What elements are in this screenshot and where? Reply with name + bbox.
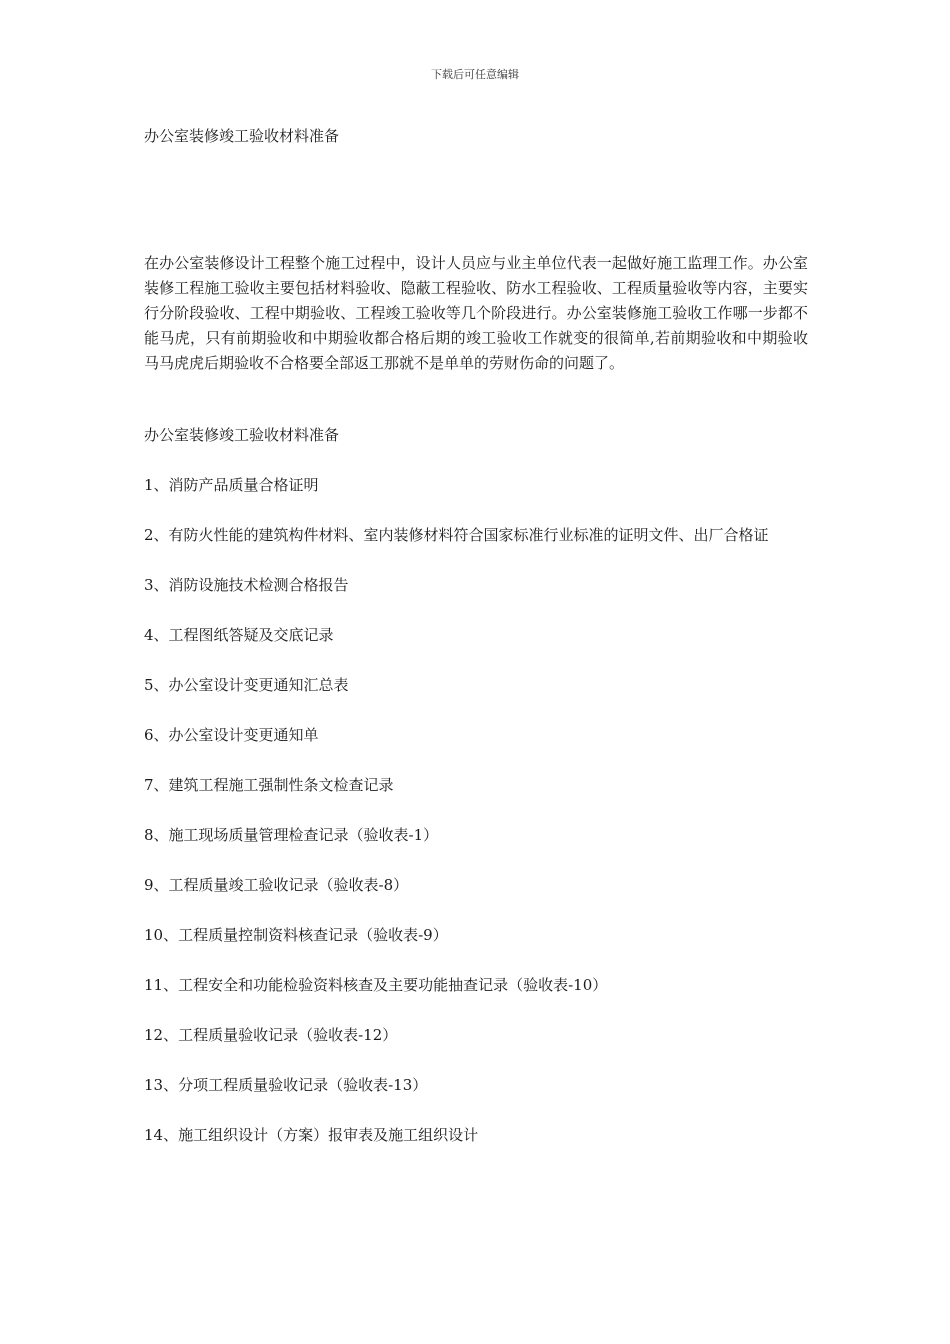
- list-item: 7、建筑工程施工强制性条文检查记录: [144, 776, 394, 794]
- list-item: 13、分项工程质量验收记录（验收表-13）: [144, 1076, 428, 1094]
- section-title: 办公室装修竣工验收材料准备: [144, 426, 340, 444]
- page-header: 下载后可任意编辑: [431, 68, 519, 81]
- intro-paragraph: 在办公室装修设计工程整个施工过程中，设计人员应与业主单位代表一起做好施工监理工作。办公室装修工程施工验收主要包括材料验收、隐蔽工程验收、防水工程验收、工程质量验收等内容，主要实行分阶段验收、工程中期验收、工程竣工验收等几个阶段进行。办公室装修施工验收工作哪一步都不能马虎，只有前期验收和中期验收都合格后期的竣工验收工作就变的很简单,若前期验收和中期验收马马虎虎后期验收不合格要全部返工那就不是单单的劳财伤命的问题了。: [144, 254, 808, 372]
- list-item: 10、工程质量控制资料核查记录（验收表-9）: [144, 926, 448, 944]
- list-item: 4、工程图纸答疑及交底记录: [144, 626, 334, 644]
- list-item: 9、工程质量竣工验收记录（验收表-8）: [144, 876, 409, 894]
- list-item: 12、工程质量验收记录（验收表-12）: [144, 1026, 398, 1044]
- list-item: 3、消防设施技术检测合格报告: [144, 576, 349, 594]
- list-item: 1、消防产品质量合格证明: [144, 476, 319, 494]
- materials-list: [144, 473, 808, 1148]
- document-title: 办公室装修竣工验收材料准备: [144, 127, 340, 145]
- list-item: 5、办公室设计变更通知汇总表: [144, 676, 349, 694]
- document-body: [144, 124, 808, 1148]
- list-item: 6、办公室设计变更通知单: [144, 726, 319, 744]
- list-item: 14、施工组织设计（方案）报审表及施工组织设计: [144, 1126, 479, 1144]
- list-item: 8、施工现场质量管理检查记录（验收表-1）: [144, 826, 439, 844]
- list-item: 2、有防火性能的建筑构件材料、室内装修材料符合国家标准行业标准的证明文件、出厂合格证: [144, 526, 769, 544]
- list-item: 11、工程安全和功能检验资料核查及主要功能抽查记录（验收表-10）: [144, 976, 608, 994]
